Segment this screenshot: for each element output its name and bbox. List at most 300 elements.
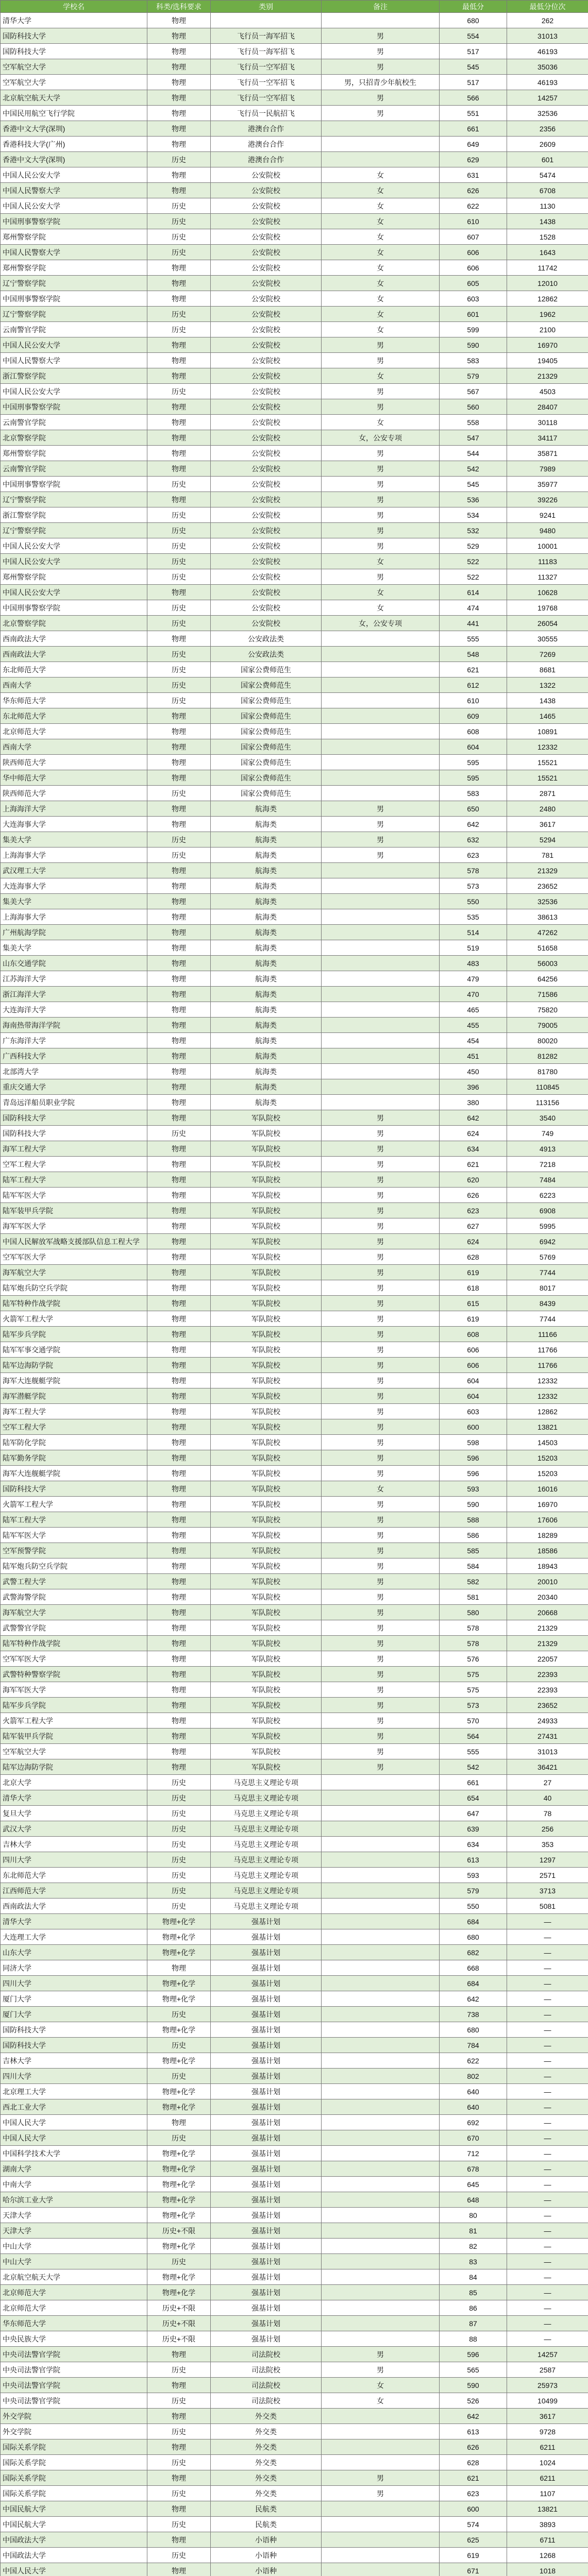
category-cell: 军队院校 — [211, 1435, 322, 1450]
min-score-cell: 450 — [440, 1064, 507, 1079]
remark-cell: 男 — [322, 446, 440, 461]
school-cell: 陆军工程大学 — [1, 1172, 147, 1188]
subject-cell: 物理 — [147, 2347, 211, 2362]
school-cell: 香港中文大学(深圳) — [1, 152, 147, 167]
min-score-cell: 598 — [440, 1435, 507, 1450]
category-cell: 航海类 — [211, 1064, 322, 1079]
category-cell: 强基计划 — [211, 1991, 322, 2007]
school-cell: 重庆交通大学 — [1, 1079, 147, 1095]
min-score-cell: 590 — [440, 337, 507, 353]
subject-cell: 历史 — [147, 2069, 211, 2084]
subject-cell: 物理 — [147, 368, 211, 384]
subject-cell: 物理 — [147, 1311, 211, 1327]
min-score-cell: 545 — [440, 59, 507, 75]
min-score-cell: 684 — [440, 1976, 507, 1991]
table-row — [1, 1419, 588, 1435]
remark-cell: 男 — [322, 507, 440, 523]
min-rank-cell: 2100 — [507, 322, 588, 337]
min-rank-cell: — — [507, 2130, 588, 2146]
remark-cell: 男 — [322, 1466, 440, 1481]
category-cell: 强基计划 — [211, 2269, 322, 2285]
subject-cell: 物理 — [147, 1651, 211, 1667]
remark-cell — [322, 1048, 440, 1064]
school-cell: 火箭军工程大学 — [1, 1311, 147, 1327]
min-score-cell: 642 — [440, 1991, 507, 2007]
category-cell: 强基计划 — [211, 2130, 322, 2146]
remark-cell: 女 — [322, 368, 440, 384]
table-row — [1, 2439, 588, 2455]
remark-cell — [322, 2300, 440, 2316]
school-cell: 北京航空航天大学 — [1, 2269, 147, 2285]
min-rank-cell: 27431 — [507, 1728, 588, 1744]
subject-cell: 历史 — [147, 2038, 211, 2053]
remark-cell: 男 — [322, 1373, 440, 1388]
category-cell: 公安政法类 — [211, 647, 322, 662]
table-row — [1, 1775, 588, 1790]
min-score-cell: 626 — [440, 1188, 507, 1203]
subject-cell: 物理+化学 — [147, 1991, 211, 2007]
category-cell: 军队院校 — [211, 1528, 322, 1543]
remark-cell: 女 — [322, 2378, 440, 2393]
min-rank-cell: 79005 — [507, 1018, 588, 1033]
remark-cell — [322, 909, 440, 925]
min-rank-cell: 81780 — [507, 1064, 588, 1079]
school-cell: 中央司法警官学院 — [1, 2362, 147, 2378]
table-row — [1, 2285, 588, 2300]
table-row — [1, 507, 588, 523]
table-row — [1, 1095, 588, 1110]
category-cell: 公安院校 — [211, 183, 322, 198]
school-cell: 郑州警察学院 — [1, 260, 147, 276]
subject-cell: 物理 — [147, 1497, 211, 1512]
subject-cell: 物理 — [147, 1636, 211, 1651]
min-rank-cell: 15203 — [507, 1450, 588, 1466]
category-cell: 强基计划 — [211, 2331, 322, 2347]
min-rank-cell: 26054 — [507, 616, 588, 631]
min-rank-cell: 15203 — [507, 1466, 588, 1481]
table-row — [1, 987, 588, 1002]
category-cell: 公安院校 — [211, 430, 322, 446]
subject-cell: 历史 — [147, 307, 211, 322]
min-score-cell: 566 — [440, 90, 507, 106]
table-row — [1, 477, 588, 492]
table-row — [1, 106, 588, 121]
category-cell: 公安院校 — [211, 523, 322, 538]
subject-cell: 物理+化学 — [147, 1929, 211, 1945]
subject-cell: 历史 — [147, 554, 211, 569]
table-row — [1, 894, 588, 909]
school-cell: 中国人民公安大学 — [1, 538, 147, 554]
school-cell: 清华大学 — [1, 1790, 147, 1806]
category-cell: 公安院校 — [211, 538, 322, 554]
category-cell: 航海类 — [211, 878, 322, 894]
subject-cell: 物理 — [147, 167, 211, 183]
category-cell: 航海类 — [211, 971, 322, 987]
min-rank-cell: 34117 — [507, 430, 588, 446]
table-row — [1, 693, 588, 708]
category-cell: 强基计划 — [211, 2099, 322, 2115]
remark-cell: 女 — [322, 291, 440, 307]
category-cell: 军队院校 — [211, 1466, 322, 1481]
subject-cell: 物理 — [147, 1419, 211, 1435]
remark-cell: 女 — [322, 276, 440, 291]
school-cell: 中国人民公安大学 — [1, 384, 147, 399]
table-row — [1, 1620, 588, 1636]
school-cell: 中国人民大学 — [1, 2563, 147, 2576]
school-cell: 中国科学技术大学 — [1, 2146, 147, 2161]
min-score-cell: 671 — [440, 2563, 507, 2576]
category-cell: 国家公费师范生 — [211, 739, 322, 755]
table-row — [1, 677, 588, 693]
min-score-cell: 654 — [440, 1790, 507, 1806]
school-cell: 国防科技大学 — [1, 44, 147, 59]
table-row — [1, 1157, 588, 1172]
subject-cell: 物理 — [147, 1435, 211, 1450]
school-cell: 中国刑事警察学院 — [1, 399, 147, 415]
min-rank-cell: — — [507, 2007, 588, 2022]
category-cell: 公安院校 — [211, 461, 322, 477]
subject-cell: 物理 — [147, 894, 211, 909]
subject-cell: 物理+化学 — [147, 2239, 211, 2254]
table-row — [1, 2409, 588, 2424]
table-row — [1, 786, 588, 801]
subject-cell: 历史 — [147, 507, 211, 523]
school-cell: 集美大学 — [1, 894, 147, 909]
category-cell: 公安院校 — [211, 399, 322, 415]
table-row — [1, 2331, 588, 2347]
subject-cell: 历史 — [147, 245, 211, 260]
min-rank-cell: 19768 — [507, 600, 588, 616]
category-cell: 飞行员一空军招飞 — [211, 59, 322, 75]
remark-cell: 男，只招青少年航校生 — [322, 75, 440, 90]
subject-cell: 物理+化学 — [147, 1945, 211, 1960]
table-row — [1, 1821, 588, 1837]
table-row — [1, 2532, 588, 2548]
category-cell: 军队院校 — [211, 1698, 322, 1713]
school-cell: 同济大学 — [1, 1960, 147, 1976]
min-rank-cell: 6211 — [507, 2439, 588, 2455]
min-score-cell: 621 — [440, 1157, 507, 1172]
min-score-cell: 623 — [440, 1203, 507, 1218]
subject-cell: 物理+化学 — [147, 2208, 211, 2223]
min-score-cell: 558 — [440, 415, 507, 430]
subject-cell: 物理 — [147, 2532, 211, 2548]
min-score-cell: 396 — [440, 1079, 507, 1095]
min-score-cell: 529 — [440, 538, 507, 554]
min-rank-cell: 25973 — [507, 2378, 588, 2393]
min-rank-cell: 38613 — [507, 909, 588, 925]
min-rank-cell: 18943 — [507, 1558, 588, 1574]
min-score-cell: 526 — [440, 2393, 507, 2409]
subject-cell: 历史 — [147, 2455, 211, 2470]
min-score-cell: 483 — [440, 956, 507, 971]
remark-cell: 男 — [322, 1512, 440, 1528]
table-row — [1, 1234, 588, 1249]
subject-cell: 物理 — [147, 585, 211, 600]
min-rank-cell: — — [507, 2084, 588, 2099]
table-row — [1, 2223, 588, 2239]
school-cell: 哈尔滨工业大学 — [1, 2192, 147, 2208]
subject-cell: 物理+化学 — [147, 2084, 211, 2099]
remark-cell — [322, 2517, 440, 2532]
remark-cell: 男 — [322, 384, 440, 399]
subject-cell: 物理 — [147, 1064, 211, 1079]
category-cell: 司法院校 — [211, 2378, 322, 2393]
school-cell: 大连海事大学 — [1, 817, 147, 832]
table-row — [1, 28, 588, 44]
min-score-cell: 575 — [440, 1682, 507, 1698]
table-row — [1, 13, 588, 28]
min-score-cell: 454 — [440, 1033, 507, 1048]
category-cell: 公安院校 — [211, 276, 322, 291]
school-cell: 东北师范大学 — [1, 1868, 147, 1883]
min-rank-cell: 1018 — [507, 2563, 588, 2576]
min-rank-cell: 781 — [507, 848, 588, 863]
min-rank-cell: — — [507, 2239, 588, 2254]
remark-cell — [322, 2208, 440, 2223]
remark-cell — [322, 152, 440, 167]
school-cell: 北京理工大学 — [1, 2084, 147, 2099]
school-cell: 中国人民公安大学 — [1, 337, 147, 353]
min-rank-cell: 20668 — [507, 1605, 588, 1620]
school-cell: 空军军医大学 — [1, 1651, 147, 1667]
min-score-cell: 87 — [440, 2316, 507, 2331]
min-rank-cell: 1107 — [507, 2486, 588, 2501]
school-cell: 中国政法大学 — [1, 2532, 147, 2548]
subject-cell: 物理 — [147, 1574, 211, 1589]
min-score-cell: 470 — [440, 987, 507, 1002]
min-rank-cell: 256 — [507, 1821, 588, 1837]
remark-cell: 男 — [322, 477, 440, 492]
subject-cell: 物理 — [147, 909, 211, 925]
min-rank-cell: 11166 — [507, 1327, 588, 1342]
remark-cell — [322, 2084, 440, 2099]
table-row — [1, 183, 588, 198]
min-rank-cell: 46193 — [507, 75, 588, 90]
table-row — [1, 1589, 588, 1605]
table-row — [1, 1265, 588, 1280]
school-cell: 国防科技大学 — [1, 1126, 147, 1141]
min-rank-cell: 31013 — [507, 28, 588, 44]
category-cell: 军队院校 — [211, 1497, 322, 1512]
remark-cell — [322, 1991, 440, 2007]
min-score-cell: 619 — [440, 2548, 507, 2563]
school-cell: 空军航空大学 — [1, 1744, 147, 1759]
remark-cell — [322, 2548, 440, 2563]
min-score-cell: 576 — [440, 1651, 507, 1667]
category-cell: 军队院校 — [211, 1296, 322, 1311]
remark-cell: 男 — [322, 1419, 440, 1435]
category-cell: 航海类 — [211, 1033, 322, 1048]
category-cell: 小语种 — [211, 2563, 322, 2576]
min-rank-cell: 11766 — [507, 1342, 588, 1358]
remark-cell — [322, 677, 440, 693]
school-cell: 大连海洋大学 — [1, 1002, 147, 1018]
school-cell: 青岛远洋船员职业学院 — [1, 1095, 147, 1110]
school-cell: 厦门大学 — [1, 1991, 147, 2007]
category-cell: 马克思主义理论专项 — [211, 1883, 322, 1899]
category-cell: 军队院校 — [211, 1759, 322, 1775]
school-cell: 上海海事大学 — [1, 848, 147, 863]
category-cell: 军队院校 — [211, 1265, 322, 1280]
subject-cell: 物理 — [147, 708, 211, 724]
school-cell: 浙江海洋大学 — [1, 987, 147, 1002]
table-row — [1, 2347, 588, 2362]
category-cell: 飞行员一民航招飞 — [211, 106, 322, 121]
min-rank-cell: 13821 — [507, 2501, 588, 2517]
school-cell: 陆军特种作战学院 — [1, 1636, 147, 1651]
remark-cell: 男 — [322, 1203, 440, 1218]
min-score-cell: 620 — [440, 1172, 507, 1188]
table-row — [1, 1837, 588, 1852]
school-cell: 海军航空大学 — [1, 1265, 147, 1280]
remark-cell: 男 — [322, 106, 440, 121]
subject-cell: 历史 — [147, 1837, 211, 1852]
category-cell: 公安院校 — [211, 554, 322, 569]
subject-cell: 物理+化学 — [147, 2269, 211, 2285]
remark-cell: 男 — [322, 1126, 440, 1141]
category-cell: 公安院校 — [211, 245, 322, 260]
school-cell: 海军大连舰艇学院 — [1, 1373, 147, 1388]
table-row — [1, 152, 588, 167]
remark-cell — [322, 1960, 440, 1976]
table-row — [1, 1574, 588, 1589]
table-row — [1, 1466, 588, 1481]
remark-cell — [322, 2022, 440, 2038]
category-cell: 强基计划 — [211, 2146, 322, 2161]
table-row — [1, 878, 588, 894]
category-cell: 军队院校 — [211, 1311, 322, 1327]
remark-cell — [322, 925, 440, 940]
min-score-cell: 550 — [440, 1899, 507, 1914]
min-score-cell: 81 — [440, 2223, 507, 2239]
school-cell: 陆军防化学院 — [1, 1435, 147, 1450]
min-rank-cell: 749 — [507, 1126, 588, 1141]
category-cell: 强基计划 — [211, 2300, 322, 2316]
min-score-cell: 640 — [440, 2084, 507, 2099]
min-rank-cell: 15521 — [507, 755, 588, 770]
remark-cell — [322, 2409, 440, 2424]
table-row — [1, 600, 588, 616]
min-score-cell: 583 — [440, 786, 507, 801]
min-rank-cell: 7989 — [507, 461, 588, 477]
school-cell: 集美大学 — [1, 832, 147, 848]
min-rank-cell: — — [507, 2038, 588, 2053]
min-rank-cell: 39226 — [507, 492, 588, 507]
subject-cell: 物理 — [147, 925, 211, 940]
category-cell — [211, 13, 322, 28]
subject-cell: 物理 — [147, 183, 211, 198]
school-cell: 广州航海学院 — [1, 925, 147, 940]
school-cell: 华中师范大学 — [1, 770, 147, 786]
category-cell: 马克思主义理论专项 — [211, 1806, 322, 1821]
category-cell: 司法院校 — [211, 2347, 322, 2362]
remark-cell — [322, 724, 440, 739]
category-cell: 军队院校 — [211, 1574, 322, 1589]
min-score-cell: 613 — [440, 2424, 507, 2439]
category-cell: 公安院校 — [211, 507, 322, 523]
min-score-cell: 465 — [440, 1002, 507, 1018]
remark-cell — [322, 2115, 440, 2130]
subject-cell: 历史 — [147, 2424, 211, 2439]
school-cell: 武警海警学院 — [1, 1589, 147, 1605]
school-cell: 空军航空大学 — [1, 75, 147, 90]
min-score-cell: 575 — [440, 1667, 507, 1682]
school-cell: 中国刑事警察学院 — [1, 214, 147, 229]
school-cell: 西南大学 — [1, 739, 147, 755]
table-row — [1, 940, 588, 956]
table-row — [1, 214, 588, 229]
table-row — [1, 2501, 588, 2517]
subject-cell: 物理+化学 — [147, 1914, 211, 1929]
min-rank-cell: 6708 — [507, 183, 588, 198]
min-score-cell: 642 — [440, 1110, 507, 1126]
subject-cell: 物理 — [147, 1188, 211, 1203]
table-row — [1, 1868, 588, 1883]
subject-cell: 物理 — [147, 1265, 211, 1280]
remark-cell: 男 — [322, 1265, 440, 1280]
min-score-cell: 610 — [440, 693, 507, 708]
school-cell: 陆军步兵学院 — [1, 1698, 147, 1713]
min-score-cell: 600 — [440, 2501, 507, 2517]
min-rank-cell: 1297 — [507, 1852, 588, 1868]
table-row — [1, 1945, 588, 1960]
min-score-cell: 88 — [440, 2331, 507, 2347]
subject-cell: 物理 — [147, 631, 211, 647]
school-cell: 大连海事大学 — [1, 878, 147, 894]
table-row — [1, 909, 588, 925]
category-cell: 军队院校 — [211, 1744, 322, 1759]
min-rank-cell: 71586 — [507, 987, 588, 1002]
category-cell: 军队院校 — [211, 1667, 322, 1682]
table-body — [1, 13, 588, 2576]
subject-cell: 物理 — [147, 1713, 211, 1728]
min-score-cell: 542 — [440, 461, 507, 477]
school-cell: 东北师范大学 — [1, 662, 147, 677]
school-cell: 武警警官学院 — [1, 1620, 147, 1636]
remark-cell: 女 — [322, 229, 440, 245]
school-cell: 中南大学 — [1, 2177, 147, 2192]
min-rank-cell: 15521 — [507, 770, 588, 786]
subject-cell: 物理 — [147, 1481, 211, 1497]
subject-cell: 物理 — [147, 1589, 211, 1605]
min-score-cell: 618 — [440, 1280, 507, 1296]
category-cell: 强基计划 — [211, 1914, 322, 1929]
remark-cell — [322, 1914, 440, 1929]
min-score-cell: 455 — [440, 1018, 507, 1033]
table-row — [1, 1172, 588, 1188]
min-score-cell: 588 — [440, 1512, 507, 1528]
school-cell: 空军工程大学 — [1, 1419, 147, 1435]
subject-cell: 物理 — [147, 1327, 211, 1342]
min-rank-cell: 6942 — [507, 1234, 588, 1249]
category-cell: 小语种 — [211, 2548, 322, 2563]
table-row — [1, 1388, 588, 1404]
subject-cell: 物理 — [147, 1342, 211, 1358]
header-remark: 备注 — [322, 1, 440, 13]
category-cell: 公安院校 — [211, 229, 322, 245]
subject-cell: 历史 — [147, 647, 211, 662]
min-rank-cell: 4503 — [507, 384, 588, 399]
subject-cell: 物理 — [147, 446, 211, 461]
remark-cell — [322, 647, 440, 662]
category-cell: 公安院校 — [211, 600, 322, 616]
category-cell: 航海类 — [211, 1048, 322, 1064]
category-cell: 公安院校 — [211, 260, 322, 276]
remark-cell — [322, 2254, 440, 2269]
subject-cell: 历史 — [147, 2130, 211, 2146]
remark-cell: 女 — [322, 322, 440, 337]
